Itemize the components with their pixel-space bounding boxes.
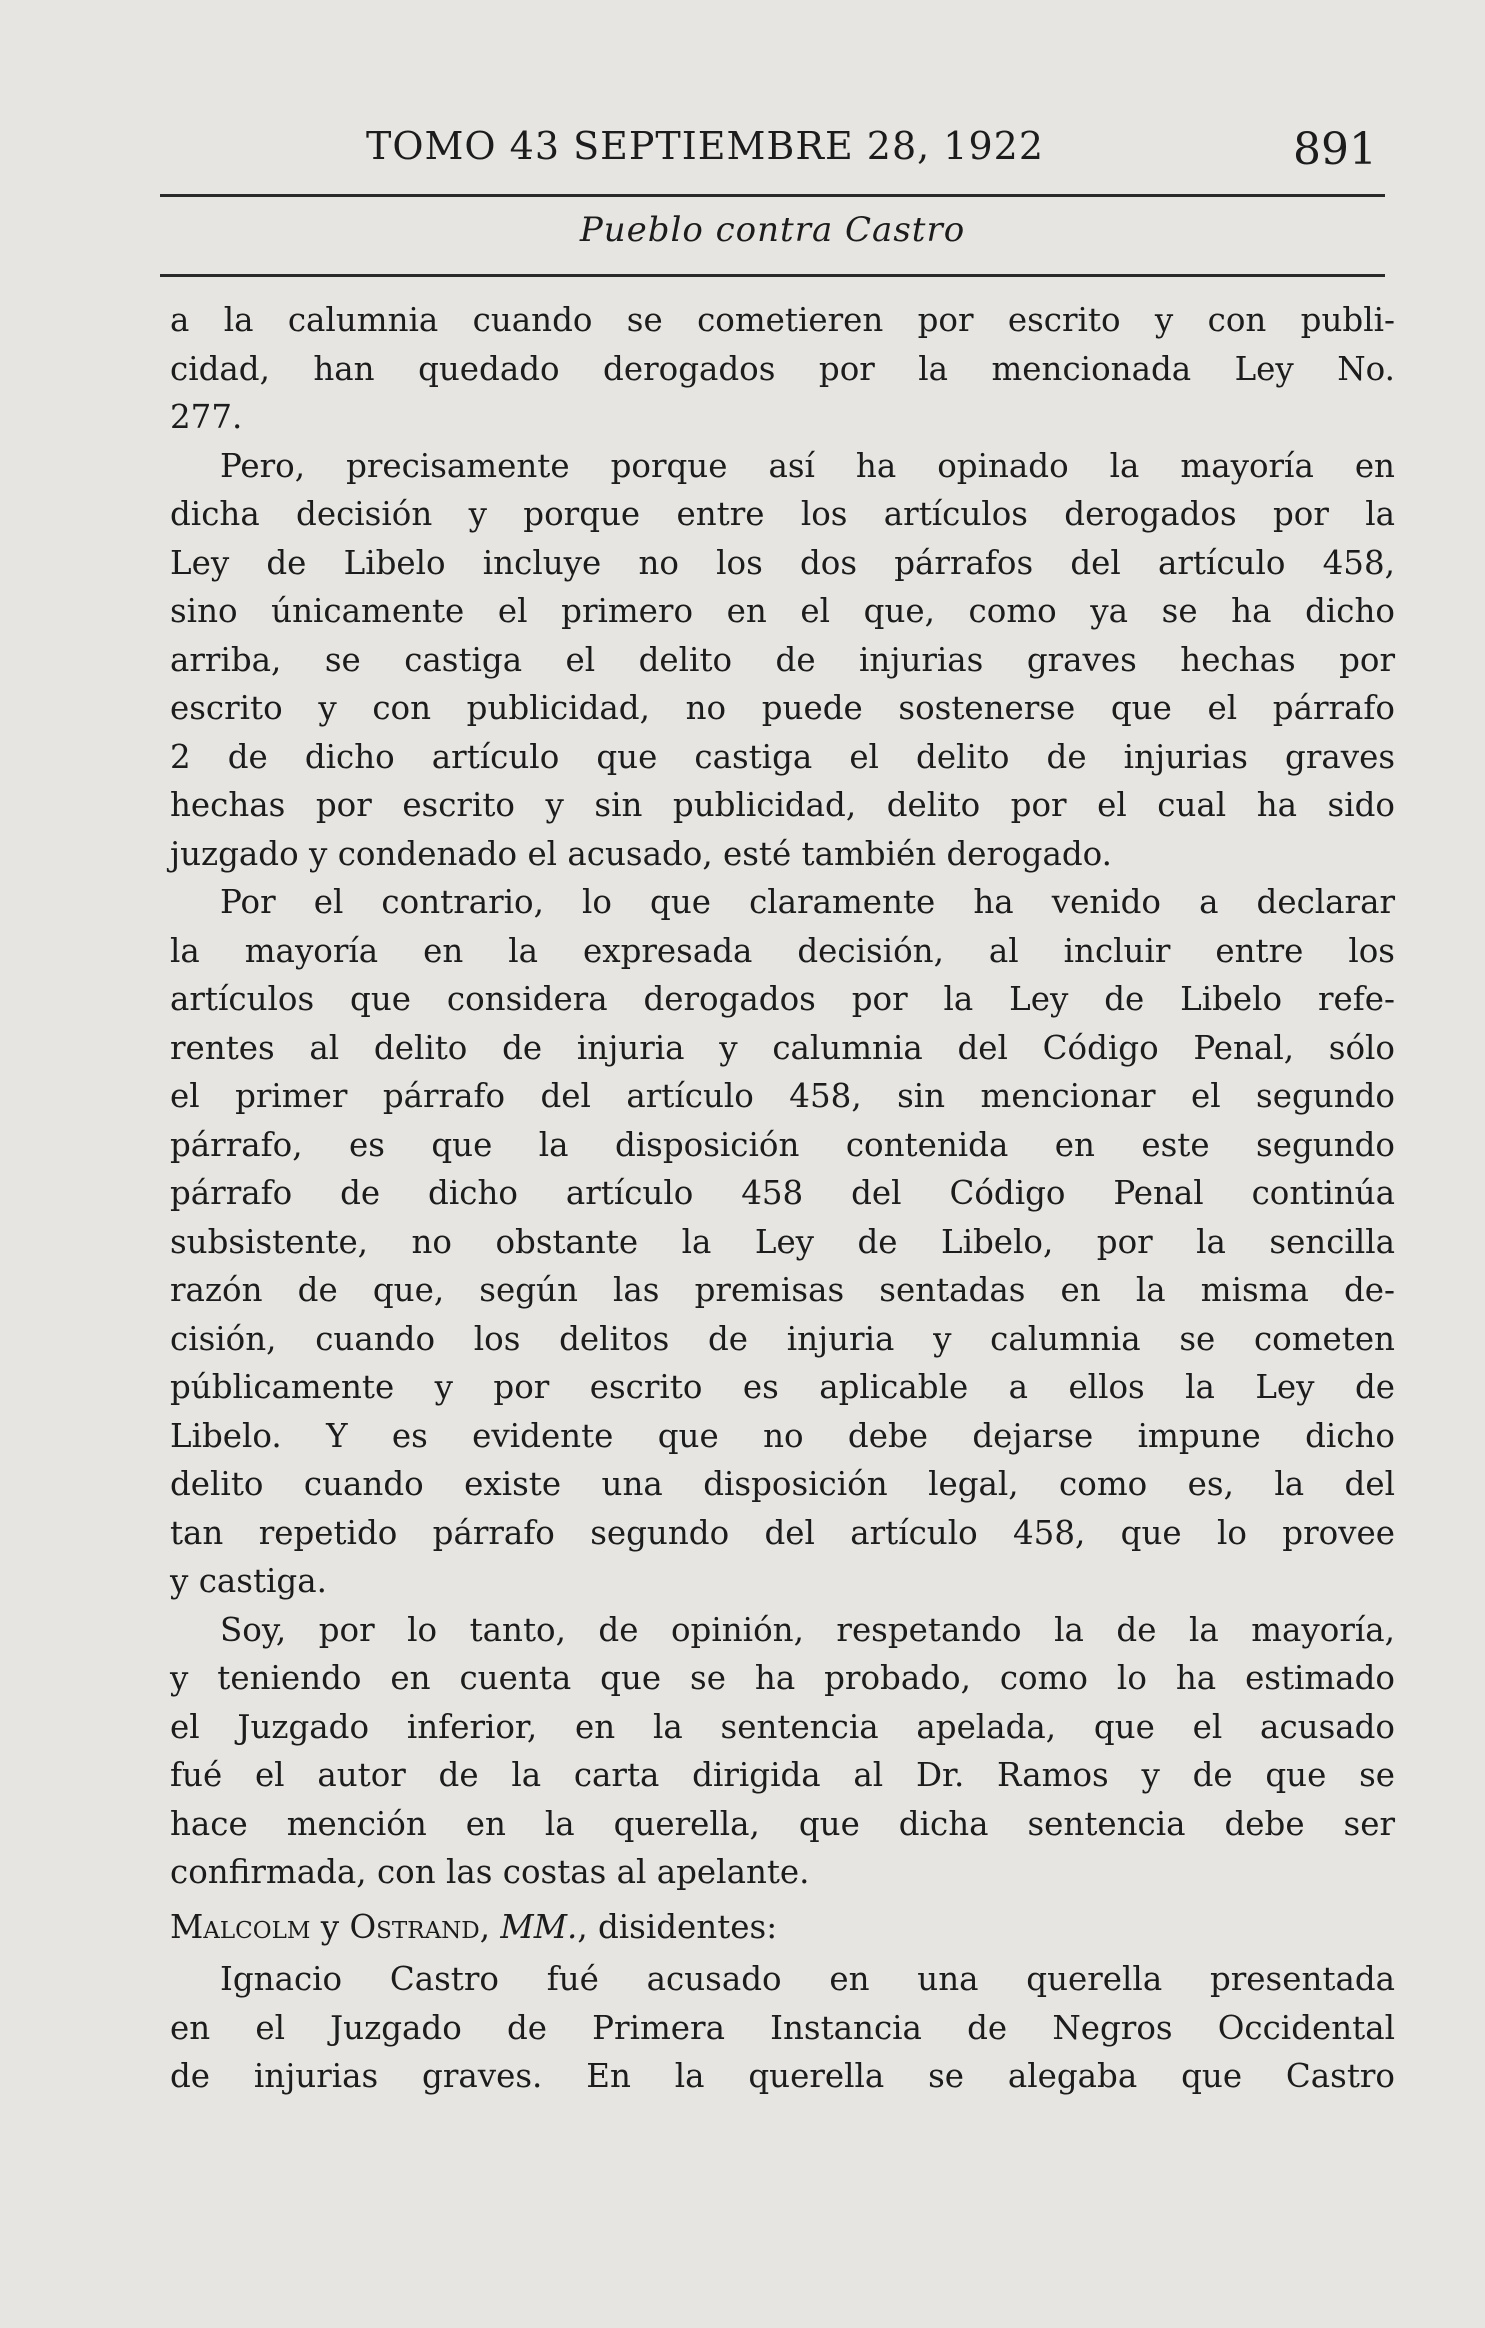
text-line: a la calumnia cuando se cometieren por escrito y con publi- [170,301,1395,339]
case-title: Pueblo contra Castro [579,210,966,250]
text-line: y castiga. [170,1562,327,1600]
text-line: artículos que considera derogados por la Ley de Libelo refe- [170,980,1395,1018]
header-rule-bottom [160,274,1385,277]
text-line: Ley de Libelo incluye no los dos párrafos del artículo 458, [170,543,1395,582]
text-line: fué el autor de la carta dirigida al Dr. Ramos y de que se [170,1756,1395,1794]
text-line: rentes al delito de injuria y calumnia del Código Penal, sólo [170,1028,1395,1067]
dissent-heading: Malcolm y Ostrand, MM., disidentes: [170,1907,778,1946]
text-line: Libelo. Y es evidente que no debe dejarse impune dicho [170,1416,1395,1455]
header-rule-top [160,194,1385,197]
text-line: tan repetido párrafo segundo del artículo 458, que lo provee [170,1513,1395,1552]
justices-title: MM. [500,1907,578,1946]
text-line: Soy, por lo tanto, de opinión, respetando la de la mayoría, [220,1610,1395,1649]
text-line: Pero, precisamente porque así ha opinado la mayoría en [220,446,1395,485]
text-line: 2 de dicho artículo que castiga el delito de injurias graves [170,737,1395,776]
text-line: Por el contrario, lo que claramente ha venido a declarar [220,883,1395,921]
text-line: hechas por escrito y sin publicidad, delito por el cual ha sido [170,786,1395,824]
text-line: arriba, se castiga el delito de injurias graves hechas por [170,640,1395,679]
text-line: párrafo, es que la disposición contenida en este segundo [170,1125,1395,1164]
text-line: cidad, han quedado derogados por la mencionada Ley No. [170,349,1395,388]
body-text [170,296,1395,2101]
text-line: delito cuando existe una disposición legal, como es, la del [170,1465,1395,1503]
text-line: juzgado y condenado el acusado, esté también derogado. [170,834,1112,873]
text-line: hace mención en la querella, que dicha sentencia debe ser [170,1804,1395,1843]
justice-name: Malcolm [170,1907,311,1946]
page-header [160,112,1385,190]
text-line: dicha decisión y porque entre los artículos derogados por la [170,495,1395,533]
text-line: públicamente y por escrito es aplicable a ellos la Ley de [170,1368,1395,1406]
page-number: 891 [1293,124,1377,175]
text-line: Ignacio Castro fué acusado en una querella presentada [220,1960,1395,1998]
text-line: la mayoría en la expresada decisión, al incluir entre los [170,931,1395,970]
dissent-conjunction: y [320,1907,340,1946]
text-line: 277. [170,398,243,436]
justice-name: Ostrand [349,1907,480,1946]
text-line: el Juzgado inferior, en la sentencia apelada, que el acusado [170,1707,1395,1746]
text-line: y teniendo en cuenta que se ha probado, como lo ha estimado [170,1659,1395,1697]
text-line: razón de que, según las premisas sentadas en la misma de- [170,1271,1395,1309]
text-line: sino únicamente el primero en el que, como ya se ha dicho [170,592,1395,630]
text-line: en el Juzgado de Primera Instancia de Negros Occidental [170,2008,1395,2047]
dissent-label: disidentes: [597,1907,778,1946]
text-line: de injurias graves. En la querella se alegaba que Castro [170,2057,1395,2095]
text-line: subsistente, no obstante la Ley de Libelo, por la sencilla [170,1222,1395,1261]
running-head: TOMO 43 SEPTIEMBRE 28, 1922 [366,124,1044,168]
text-line: confirmada, con las costas al apelante. [170,1853,810,1891]
text-line: el primer párrafo del artículo 458, sin mencionar el segundo [170,1077,1395,1115]
text-line: cisión, cuando los delitos de injuria y calumnia se cometen [170,1319,1395,1358]
text-line: párrafo de dicho artículo 458 del Código Penal continúa [170,1174,1395,1212]
text-line: escrito y con publicidad, no puede sostenerse que el párrafo [170,689,1395,727]
